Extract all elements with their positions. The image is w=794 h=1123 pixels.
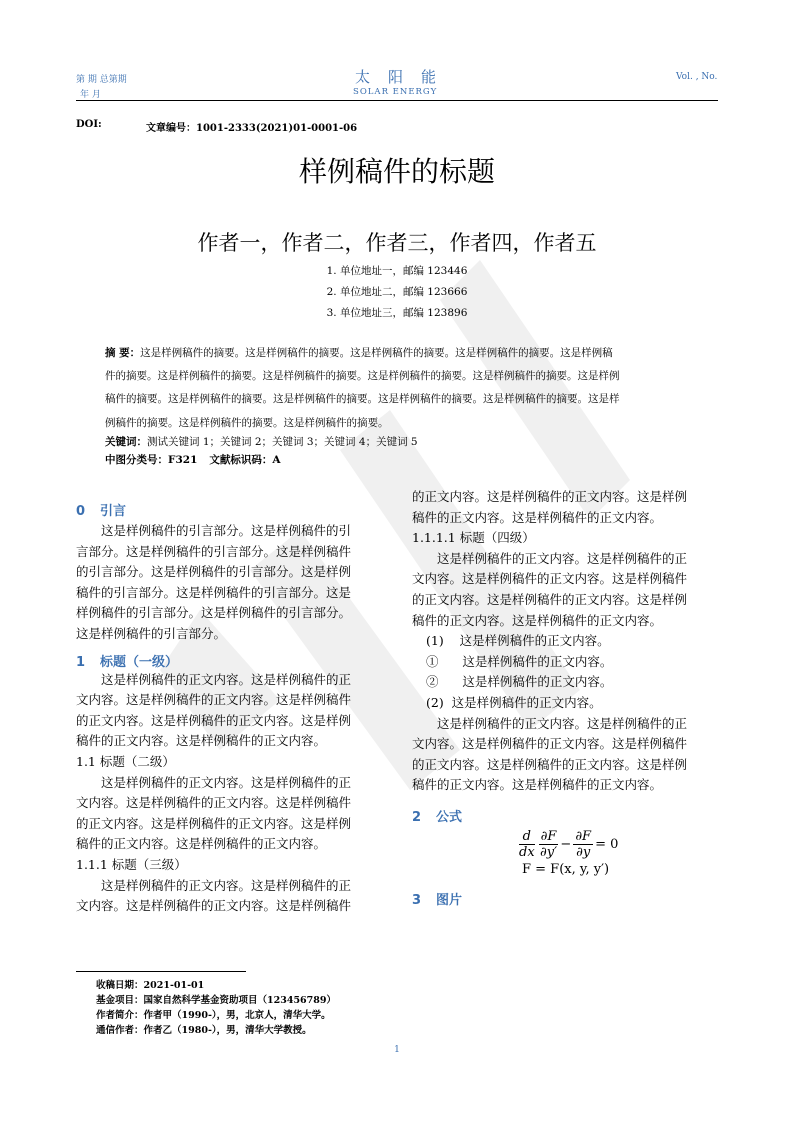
doc-code-label: 文献标识码： xyxy=(209,454,273,466)
author-bio: 作者简介：作者甲（1990-），男，北京人，清华大学。 xyxy=(96,1010,331,1021)
abstract-label: 摘 要： xyxy=(105,347,141,359)
issue-info: 第 期 总第期 xyxy=(76,75,127,85)
author-list: 作者一，作者二，作者三，作者四，作者五 xyxy=(197,231,597,255)
equation-euler-lagrange: $\frac{d}{dx}$ $\frac{\partial F}{\partial y'}$ − $\frac{\partial F}{\partial y}$ = 0 xyxy=(519,828,619,860)
list-item: (1) 这是样例稿件的正文内容。 xyxy=(426,633,610,649)
clc-label: 中图分类号： xyxy=(105,454,168,466)
abstract-line: 例稿件的摘要。这是样例稿件的摘要。这是样例稿件的摘要。 xyxy=(105,416,389,429)
right-column xyxy=(412,487,718,908)
subsubsection-heading: 1.1.1 标题（三级） xyxy=(76,856,187,872)
journal-title-cn: 太阳能 xyxy=(355,68,455,86)
clc-value: F321 xyxy=(168,454,198,466)
subsection-heading: 1.1 标题（二级） xyxy=(76,753,175,769)
abstract-line: 稿件的摘要。这是样例稿件的摘要。这是样例稿件的摘要。这是样例稿件的摘要。这是样例稿件的摘要。这是样 xyxy=(105,393,620,406)
left-column xyxy=(76,500,382,917)
keywords xyxy=(105,435,418,450)
body-paragraph: 这是样例稿件的正文内容。这是样例稿件的正 文内容。这是样例稿件的正文内容。这是样例稿件 xyxy=(76,877,352,914)
classification xyxy=(105,453,281,468)
body-paragraph: 这是样例稿件的正文内容。这是样例稿件的正 文内容。这是样例稿件的正文内容。这是样例稿件 的正文内容。这是样例稿件的正文内容。这是样例 稿件的正文内容。这是样例稿件的正文内容。 xyxy=(76,671,352,749)
body-paragraph: 这是样例稿件的正文内容。这是样例稿件的正 文内容。这是样例稿件的正文内容。这是样例稿件 的正文内容。这是样例稿件的正文内容。这是样例 稿件的正文内容。这是样例稿件的正文内容。 xyxy=(412,715,688,793)
keywords-text: 测试关键词 1；关键词 2；关键词 3；关键词 4；关键词 5 xyxy=(147,436,418,448)
body-paragraph: 这是样例稿件的正文内容。这是样例稿件的正 文内容。这是样例稿件的正文内容。这是样例稿件 的正文内容。这是样例稿件的正文内容。这是样例 稿件的正文内容。这是样例稿件的正文内容。 xyxy=(76,774,352,852)
received-date: 收稿日期：2021-01-01 xyxy=(96,980,205,991)
affiliation-1: 1. 单位地址一，邮编 123446 xyxy=(326,265,468,277)
article-number: 文章编号：1001-2333(2021)01-0001-06 xyxy=(146,123,358,134)
list-item: (2) 这是样例稿件的正文内容。 xyxy=(426,694,602,710)
list-item: ① 这是样例稿件的正文内容。 xyxy=(426,653,613,669)
funding: 基金项目：国家自然科学基金资助项目（123456789） xyxy=(96,995,336,1006)
journal-title-en: SOLAR ENERGY xyxy=(353,87,438,97)
volume-info: Vol. , No. xyxy=(676,72,718,82)
keywords-label: 关键词： xyxy=(105,436,147,448)
doi-label: DOI: xyxy=(76,119,102,130)
issue-date: 年 月 xyxy=(80,90,101,100)
paragraph-heading: 1.1.1.1 标题（四级） xyxy=(412,530,535,546)
footnote-rule xyxy=(76,971,246,972)
affiliation-3: 3. 单位地址三，邮编 123896 xyxy=(326,307,468,319)
equation-function: F = F(x, y, y′) xyxy=(522,861,610,877)
abstract-line: 这是样例稿件的摘要。这是样例稿件的摘要。这是样例稿件的摘要。这是样例稿件的摘要。这是样例稿 xyxy=(140,347,613,359)
body-paragraph: 的正文内容。这是样例稿件的正文内容。这是样例 稿件的正文内容。这是样例稿件的正文内容。 xyxy=(412,489,688,525)
section-heading: 2 公式 xyxy=(412,809,463,825)
abstract-line: 件的摘要。这是样例稿件的摘要。这是样例稿件的摘要。这是样例稿件的摘要。这是样例稿件的摘要。这是样例 xyxy=(105,370,620,383)
affiliation-2: 2. 单位地址二，邮编 123666 xyxy=(326,286,468,298)
footnotes xyxy=(96,978,336,1038)
body-paragraph: 这是样例稿件的正文内容。这是样例稿件的正 文内容。这是样例稿件的正文内容。这是样例稿件 的正文内容。这是样例稿件的正文内容。这是样例 稿件的正文内容。这是样例稿件的正文内容。 xyxy=(412,550,688,628)
list-item: ② 这是样例稿件的正文内容。 xyxy=(426,674,613,690)
numbered-list xyxy=(412,631,718,713)
corresponding-author: 通信作者：作者乙（1980-），男，清华大学教授。 xyxy=(96,1025,312,1036)
section-heading: 1 标题（一级） xyxy=(76,654,179,670)
abstract xyxy=(105,342,705,435)
section-heading: 0 引言 xyxy=(76,504,127,519)
section-heading: 3 图片 xyxy=(412,892,463,908)
paper-title: 样例稿件的标题 xyxy=(298,155,495,188)
intro-paragraph: 这是样例稿件的引言部分。这是样例稿件的引 言部分。这是样例稿件的引言部分。这是样例稿件 的引言部分。这是样例稿件的引言部分。这是样例 稿件的引言部分。这是样例稿件的引言部分。这是 样例稿件的引言部分。这是样例稿件的引言部分。 这是样例稿件的引言部分。 xyxy=(76,523,352,641)
header-rule xyxy=(76,100,718,101)
page-number: 1 xyxy=(394,1045,400,1055)
doc-code-value: A xyxy=(272,454,281,466)
